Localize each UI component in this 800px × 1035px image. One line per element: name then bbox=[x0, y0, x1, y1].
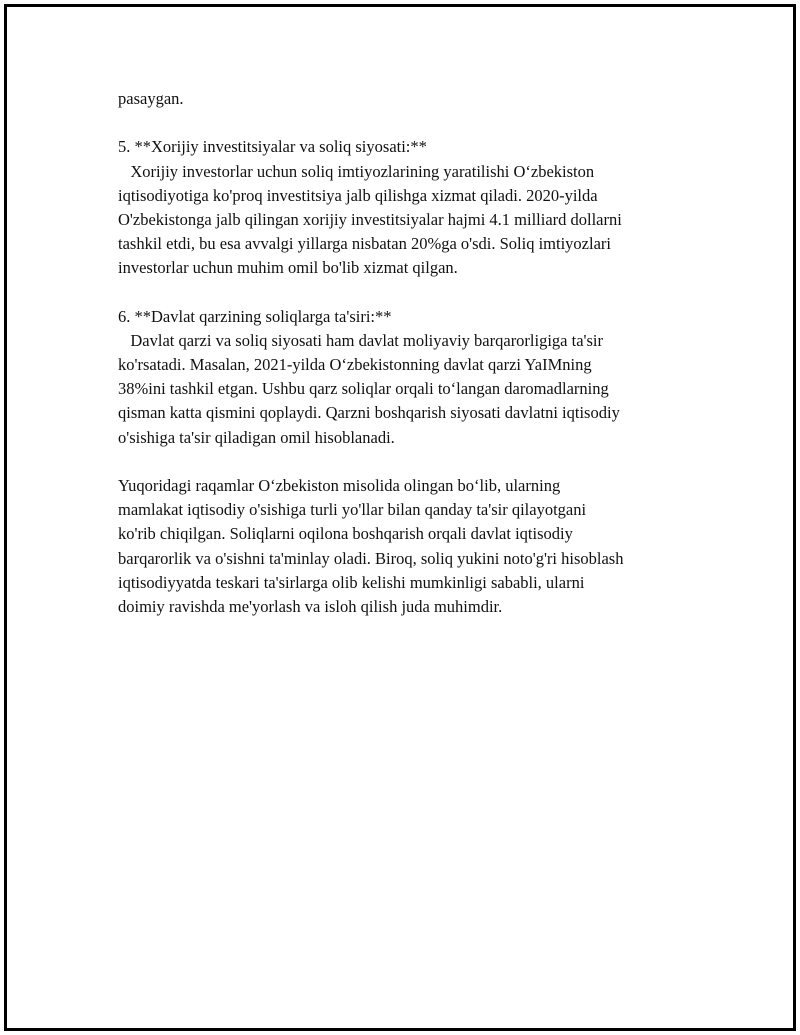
document-body bbox=[118, 87, 718, 619]
conclusion-line: doimiy ravishda me'yorlash va isloh qilish juda muhimdir. bbox=[118, 596, 503, 616]
paragraph-spacer bbox=[118, 111, 718, 135]
section-public-debt bbox=[118, 305, 718, 450]
section-heading: 5. **Xorijiy investitsiyalar va soliq siyosati:** bbox=[118, 137, 427, 157]
section-line: Xorijiy investorlar uchun soliq imtiyozlarining yaratilishi O‘zbekiston bbox=[118, 161, 595, 181]
conclusion-line: ko'rib chiqilgan. Soliqlarni oqilona boshqarish orqali davlat iqtisodiy bbox=[118, 524, 573, 544]
section-line: o'sishiga ta'sir qiladigan omil hisoblanadi. bbox=[118, 427, 395, 447]
paragraph-spacer bbox=[118, 450, 718, 474]
conclusion-line: Yuqoridagi raqamlar O‘zbekiston misolida olingan bo‘lib, ularning bbox=[118, 476, 561, 495]
paragraph-spacer bbox=[118, 281, 718, 305]
section-line: iqtisodiyotiga ko'proq investitsiya jalb qilishga xizmat qiladi. 2020-yilda bbox=[118, 185, 598, 205]
section-line: Davlat qarzi va soliq siyosati ham davlat moliyaviy barqarorligiga ta'sir bbox=[118, 330, 604, 350]
conclusion-paragraph bbox=[118, 474, 718, 619]
section-foreign-investment bbox=[118, 135, 718, 280]
section-line: qisman katta qismini qoplaydi. Qarzni boshqarish siyosati davlatni iqtisodiy bbox=[118, 403, 620, 423]
section-line: 38%ini tashkil etgan. Ushbu qarz soliqlar orqali to‘langan daromadlarning bbox=[118, 379, 609, 399]
section-line: tashkil etdi, bu esa avvalgi yillarga nisbatan 20%ga o'sdi. Soliq imtiyozlari bbox=[118, 234, 611, 254]
section-line: ko'rsatadi. Masalan, 2021-yilda O‘zbekistonning davlat qarzi YaIMning bbox=[118, 355, 592, 375]
conclusion-line: barqarorlik va o'sishni ta'minlay oladi. Biroq, soliq yukini noto'g'ri hisoblash bbox=[118, 548, 624, 568]
continuation-line: pasaygan. bbox=[118, 89, 184, 108]
section-line: O'zbekistonga jalb qilingan xorijiy investitsiyalar hajmi 4.1 milliard dollarni bbox=[118, 209, 622, 229]
section-heading: 6. **Davlat qarzining soliqlarga ta'siri:** bbox=[118, 306, 392, 326]
section-line: investorlar uchun muhim omil bo'lib xizmat qilgan. bbox=[118, 258, 458, 278]
conclusion-line: iqtisodiyyatda teskari ta'sirlarga olib kelishi mumkinligi sababli, ularni bbox=[118, 572, 585, 592]
conclusion-line: mamlakat iqtisodiy o'sishiga turli yo'llar bilan qanday ta'sir qilayotgani bbox=[118, 500, 587, 520]
